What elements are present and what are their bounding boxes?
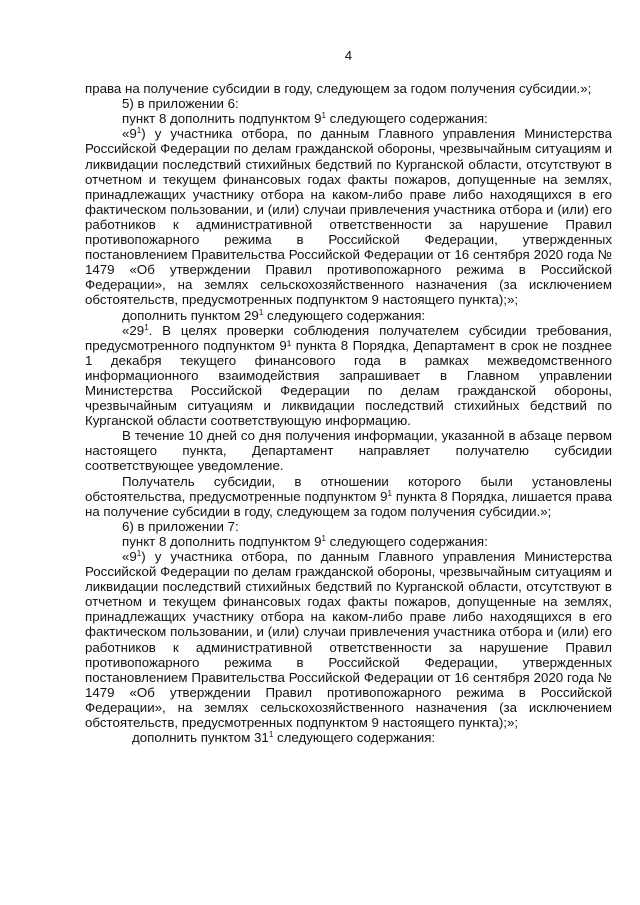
paragraph-add-29-1: дополнить пунктом $29^1$ следующего содержания: (122, 307, 426, 323)
paragraph-1: права на получение субсидии в году, следующем за годом получения субсидии.»; (85, 81, 592, 97)
paragraph-amend-8-app6: пункт 8 дополнить подпунктом $9^1$ следующего содержания: (122, 111, 488, 127)
paragraph-10-days: В течение 10 дней со дня получения информации, указанной в абзаце первом настоящего пункта, Департамент направляет получателю субсидии соответствующее уведомление. (85, 428, 612, 474)
paragraph-recipient: Получатель субсидии, в отношении которого были установлены обстоятельства, предусмотренные подпунктом $9^1$ пункта 8 Порядка, лишается права на получение субсидии в году, следующем за годом получения субсидии.»; (85, 473, 612, 519)
subitem-9-1-app6: «$9^1$) у участника отбора, по данным Главного управления Министерства Российской Федерации по делам гражданской обороны, чрезвычайным ситуациям и ликвидации последствий стихийных бедствий по Курганской области, отсутствуют в отчетном и текущем финансовых годах факты пожаров, допущенные на землях, принадлежащих участнику отбора на каком-либо праве либо находящихся в его фактическом пользовании, и (или) случаи привлечения участника отбора и (или) его работников к административной ответственности за нарушение Правил противопожарного режима в Российской Федерации, утвержденных постановлением Правительства Российской Федерации от 16 сентября 2020 года № 1479 «Об утверждении Правил противопожарного режима в Российской Федерации», на землях сельскохозяйственного назначения (за исключением обстоятельств, предусмотренных подпунктом 9 настоящего пункта);»; (85, 126, 612, 308)
paragraph-add-31-1: дополнить пунктом $31^1$ следующего содержания: (132, 730, 436, 746)
list-item-6: 6) в приложении 7: (122, 518, 239, 534)
item-29-1: «$29^1$. В целях проверки соблюдения получателем субсидии требования, предусмотренного подпунктом 9¹ пункта 8 Порядка, Департамент в срок не позднее 1 декабря текущего финансового года в рамках межведомственного информационного взаимодействия запрашивает в Главном управлении Министерства Российской Федерации по делам гражданской обороны, чрезвычайным ситуациям и ликвидации последствий стихийных бедствий по Курганской области соответствующую информацию. (85, 322, 612, 429)
paragraph-amend-8-app7: пункт 8 дополнить подпунктом $9^1$ следующего содержания: (122, 533, 488, 549)
document-page (85, 48, 612, 745)
list-item-5: 5) в приложении 6: (122, 96, 239, 112)
page-number: 4 (344, 48, 353, 63)
subitem-9-1-app7: «$9^1$) у участника отбора, по данным Главного управления Министерства Российской Федерации по делам гражданской обороны, чрезвычайным ситуациям и ликвидации последствий стихийных бедствий по Курганской области, отсутствуют в отчетном и текущем финансовых годах факты пожаров, допущенные на землях, принадлежащих участнику отбора на каком-либо праве либо находящихся в его фактическом пользовании, и (или) случаи привлечения участника отбора и (или) его работников к административной ответственности за нарушение Правил противопожарного режима в Российской Федерации, утвержденных постановлением Правительства Российской Федерации от 16 сентября 2020 года № 1479 «Об утверждении Правил противопожарного режима в Российской Федерации», на землях сельскохозяйственного назначения (за исключением обстоятельств, предусмотренных подпунктом 9 настоящего пункта);»; (85, 549, 612, 731)
